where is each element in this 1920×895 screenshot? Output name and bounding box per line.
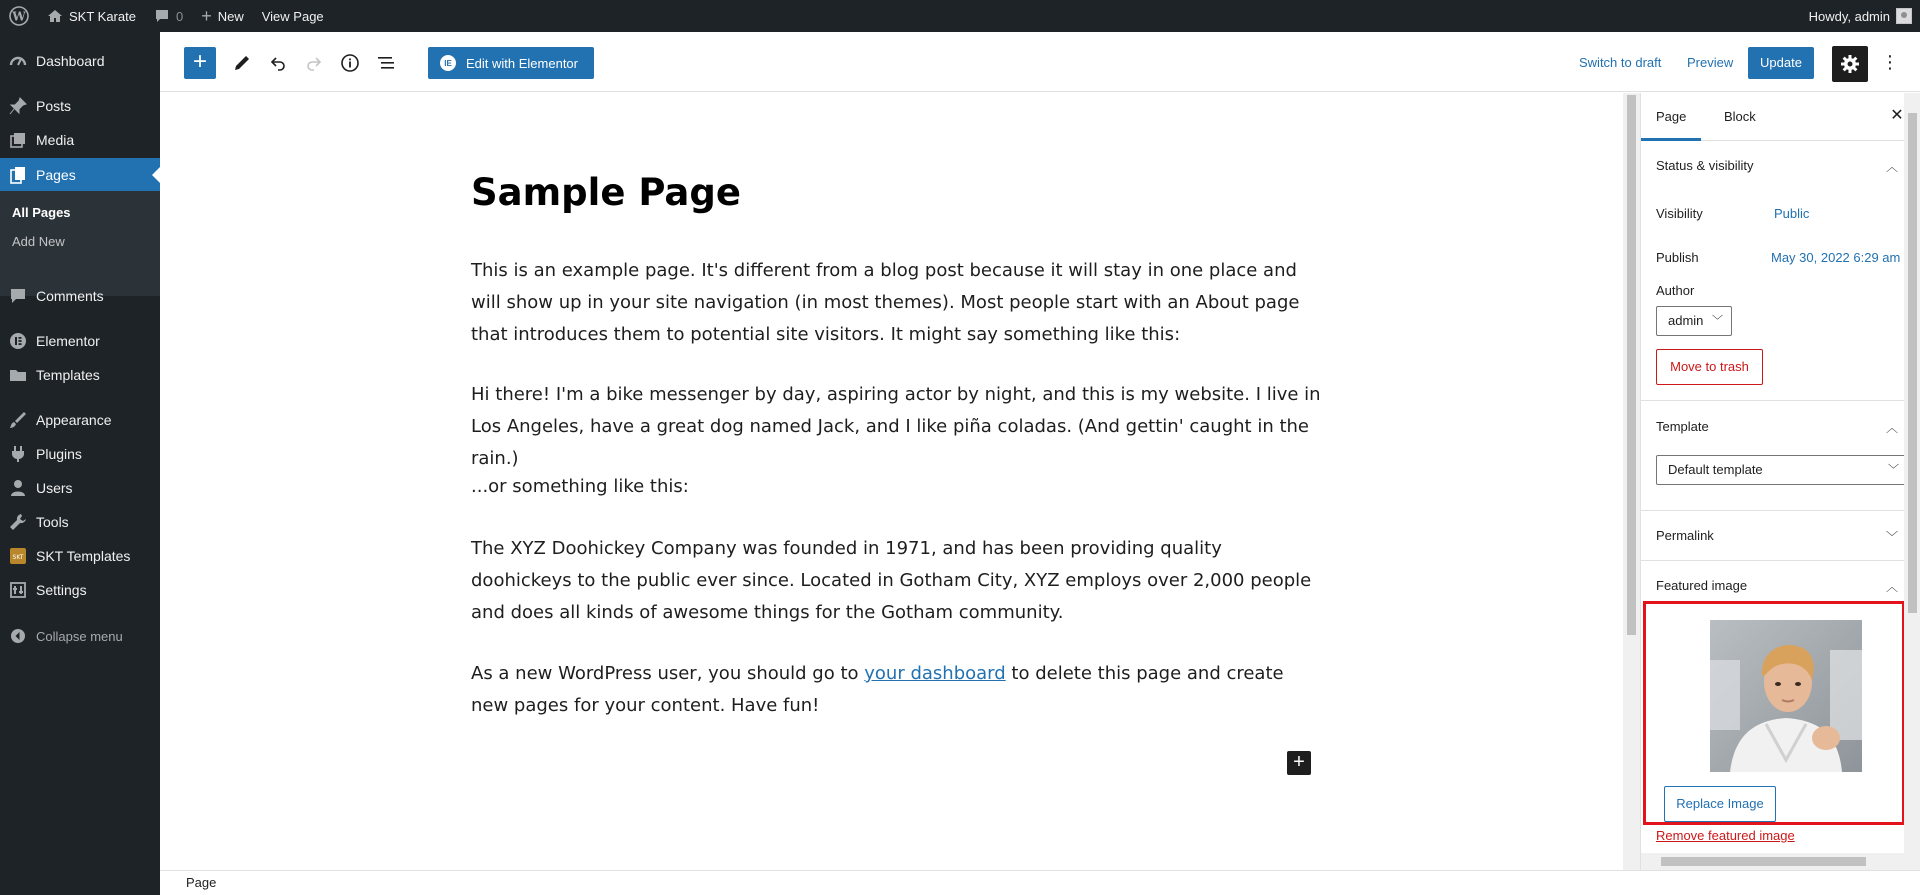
menu-item-users[interactable] [0,471,160,505]
list-view-icon[interactable] [370,47,402,79]
menu-label: Dashboard [36,53,105,69]
plug-icon [8,444,28,464]
menu-item-templates[interactable] [0,358,160,392]
menu-label: Media [36,132,75,148]
more-options-icon[interactable]: ⋮ [1881,52,1899,72]
sidebar-scrollbar[interactable] [1904,93,1920,853]
admin-menu [0,32,160,895]
info-icon[interactable] [334,47,366,79]
elementor-logo-icon: IE [440,55,456,71]
author-label: Author [1656,283,1695,298]
redo-icon[interactable] [298,47,330,79]
menu-item-media[interactable] [0,123,160,157]
site-name: SKT Karate [69,8,136,24]
template-value: Default template [1668,462,1763,477]
menu-item-posts[interactable] [0,89,160,123]
menu-item-comments[interactable] [0,279,160,313]
dashboard-icon [8,51,28,71]
featured-image-thumbnail[interactable] [1710,620,1862,772]
menu-item-dashboard[interactable] [0,44,160,78]
menu-label: Comments [36,288,104,304]
brush-icon [8,410,28,430]
chevron-down-icon: ﹀ [1888,464,1899,476]
comment-icon [154,8,170,24]
block-inserter-button[interactable]: + [184,47,216,79]
comment-icon [8,286,28,306]
visibility-label: Visibility [1656,206,1703,221]
switch-to-draft-button[interactable]: Switch to draft [1579,55,1662,70]
panel-title-featured-image[interactable]: Featured image [1656,578,1748,593]
menu-item-skt-templates[interactable] [0,539,160,573]
chevron-down-icon: ﹀ [1712,315,1723,327]
template-select[interactable] [1656,455,1908,485]
view-page-label: View Page [261,8,324,24]
divider [1641,510,1904,511]
howdy-greeting: Howdy, admin [1808,8,1890,24]
new-content-link[interactable] [192,0,253,32]
home-icon [47,8,63,24]
edit-with-elementor-button[interactable] [428,47,594,79]
chevron-up-icon[interactable]: ︿ [1886,421,1899,435]
settings-icon [8,580,28,600]
menu-label: Posts [36,98,72,114]
svg-text:W: W [12,9,26,24]
paragraph-block[interactable]: The XYZ Doohickey Company was founded in 1971, and has been providing quality doohickeys to the public ever since. Located in Gotham City, XYZ employs over 2,000 people and does all kinds of awesome things for the Gotham community. [471,538,1312,623]
publish-label: Publish [1656,250,1699,265]
menu-label: Elementor [36,333,100,349]
undo-icon[interactable] [262,47,294,79]
panel-title-permalink[interactable]: Permalink [1656,528,1714,543]
paragraph-block[interactable]: Hi there! I'm a bike messenger by day, aspiring actor by night, and this is my website. I live in Los Angeles, have a great dog named Jack, and I like piña coladas. (And gettin' caught in the rain.) [471,384,1321,469]
elementor-icon [8,331,28,351]
divider [1641,560,1904,561]
media-icon [8,130,28,150]
menu-label: SKT Templates [36,548,131,564]
publish-date-link[interactable]: May 30, 2022 6:29 am [1771,250,1901,265]
collapse-menu-button[interactable] [0,619,160,653]
tab-block[interactable]: Block [1724,109,1756,124]
chevron-up-icon[interactable]: ︿ [1886,160,1899,174]
block-breadcrumb [160,870,1920,895]
svg-text:SKT: SKT [12,554,24,561]
menu-item-tools[interactable] [0,505,160,539]
update-button[interactable]: Update [1748,47,1814,79]
admin-bar [0,0,1920,32]
collapse-label: Collapse menu [36,628,123,644]
menu-item-appearance[interactable] [0,403,160,437]
menu-label: Tools [36,514,69,530]
paragraph-text: to delete this page and create new pages for your content. Have fun! [471,663,1284,716]
menu-label: Templates [36,367,100,383]
menu-label: Pages [36,167,76,183]
menu-item-plugins[interactable] [0,437,160,471]
menu-item-elementor[interactable] [0,324,160,358]
pages-icon [8,165,28,185]
paragraph-text: As a new WordPress user, you should go to [471,663,865,684]
your-dashboard-link[interactable]: your dashboard [864,663,1006,684]
chevron-down-icon[interactable]: ﹀ [1886,530,1899,544]
comments-link[interactable] [145,0,192,32]
comments-count: 0 [175,8,184,24]
visibility-value-link[interactable]: Public [1774,206,1810,221]
remove-featured-image-link[interactable]: Remove featured image [1656,828,1795,843]
plus-icon: + [201,5,212,26]
collapse-arrow-icon [8,626,28,646]
settings-gear-button[interactable] [1832,46,1868,82]
new-label: New [217,8,244,24]
menu-label: Settings [36,582,87,598]
paragraph-block[interactable]: ...or something like this: [471,476,689,497]
paragraph-block[interactable]: This is an example page. It's different from a blog post because it will stay in one place and will show up in your site navigation (in most themes). Most people start with an About page that introduces them to potential site visitors. It might say something like this: [471,260,1300,345]
menu-label: Plugins [36,446,82,462]
panel-title-status-visibility[interactable]: Status & visibility [1656,158,1754,173]
gear-icon [1840,54,1860,74]
settings-sidebar [1640,93,1920,870]
close-icon[interactable]: ✕ [1890,107,1904,124]
add-block-button[interactable]: + [1287,751,1311,775]
editor-header [160,32,1920,92]
edit-with-elementor-label: Edit with Elementor [466,55,578,71]
folder-icon [8,365,28,385]
canvas-scrollbar[interactable] [1623,93,1640,870]
view-page-link[interactable] [253,0,333,32]
pencil-icon[interactable] [226,47,258,79]
author-select[interactable] [1656,306,1732,336]
menu-item-settings[interactable] [0,573,160,607]
submenu-all-pages[interactable]: All Pages [12,205,71,220]
avatar [1896,8,1912,24]
wrench-icon [8,512,28,532]
skt-icon [8,546,28,566]
menu-label: Users [36,480,73,496]
wordpress-logo-icon[interactable] [0,0,38,32]
pin-icon [8,96,28,116]
sidebar-tabs [1641,93,1904,141]
menu-label: Appearance [36,412,112,428]
site-name-link[interactable] [38,0,145,32]
account-menu[interactable] [1809,8,1920,24]
user-icon [8,478,28,498]
chevron-up-icon[interactable]: ︿ [1886,580,1899,594]
author-value: admin [1668,313,1704,328]
featured-image-highlight [1643,601,1905,825]
panel-title-template[interactable]: Template [1656,419,1709,434]
replace-image-button[interactable]: Replace Image [1664,786,1776,822]
tab-page[interactable]: Page [1641,93,1701,141]
preview-button[interactable]: Preview [1687,55,1734,70]
paragraph-block[interactable] [471,658,1321,722]
submenu-add-new[interactable]: Add New [12,234,65,249]
editor-canvas [160,93,1623,870]
sidebar-horizontal-scrollbar[interactable] [1641,853,1920,870]
move-to-trash-button[interactable]: Move to trash [1656,349,1763,385]
menu-item-pages[interactable] [0,158,160,192]
page-title[interactable]: Sample Page [471,171,741,214]
breadcrumb-item[interactable]: Page [186,875,217,890]
divider [1641,400,1904,401]
